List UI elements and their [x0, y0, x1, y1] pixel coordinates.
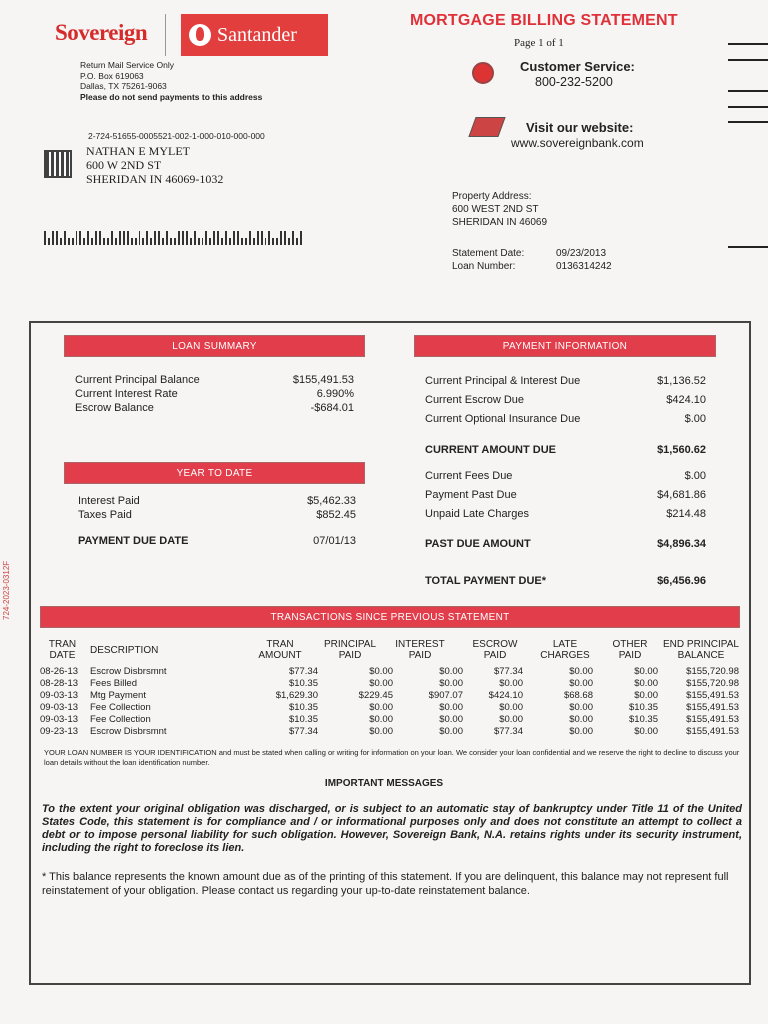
barcode-bar	[64, 231, 66, 245]
table-cell: $10.35	[628, 702, 658, 713]
barcode-bar	[229, 238, 231, 245]
table-row	[40, 678, 742, 690]
margin-mark	[728, 106, 768, 108]
table-cell: 09-03-13	[40, 714, 79, 725]
payment-row: Current Escrow Due $424.10	[425, 394, 706, 406]
barcode-bar	[241, 238, 243, 245]
column-header: LATE CHARGES	[540, 639, 590, 661]
loan-number-label: Loan Number:	[452, 260, 516, 272]
table-cell: $0.00	[569, 714, 593, 725]
payment-row: Unpaid Late Charges $214.48	[425, 508, 706, 520]
mailing-address	[86, 144, 223, 186]
barcode-bar	[131, 238, 133, 245]
account-line: 2-724-51655-0005521-002-1-000-010-000-000	[88, 131, 265, 141]
table-cell: 09-03-13	[40, 702, 79, 713]
past-due-amount: PAST DUE AMOUNT $4,896.34	[425, 538, 706, 550]
barcode-bar	[288, 238, 290, 245]
table-cell: Fees Billed	[90, 678, 137, 689]
table-cell: $77.34	[493, 726, 523, 737]
barcode-bar	[225, 231, 227, 245]
important-messages-heading: IMPORTANT MESSAGES	[324, 778, 444, 789]
barcode-bar	[127, 231, 129, 245]
statement-title: MORTGAGE BILLING STATEMENT	[410, 12, 678, 29]
barcode-bar	[142, 238, 144, 245]
table-cell: 08-28-13	[40, 678, 79, 689]
santander-logo	[181, 14, 328, 56]
table-cell: Mtg Payment	[90, 690, 146, 701]
mailing-name: NATHAN E MYLET	[86, 144, 190, 158]
table-cell: $0.00	[499, 678, 523, 689]
side-code: 724-2023-0312F	[2, 560, 11, 620]
table-cell: Fee Collection	[90, 702, 151, 713]
table-row	[40, 690, 742, 702]
barcode-bar	[87, 231, 89, 245]
barcode-bar	[261, 231, 263, 245]
table-cell: $0.00	[569, 666, 593, 677]
table-cell: $0.00	[369, 714, 393, 725]
barcode-bar	[154, 231, 156, 245]
logo-divider	[165, 14, 166, 56]
transactions-header: TRANSACTIONS SINCE PREVIOUS STATEMENT	[40, 606, 740, 628]
return-address	[80, 60, 262, 102]
barcode-bar	[166, 231, 168, 245]
table-cell: $77.34	[288, 666, 318, 677]
return-line-2: P.O. Box 619063	[80, 70, 144, 81]
barcode-bar	[83, 238, 85, 245]
barcode-bar	[72, 238, 74, 245]
statement-date-label: Statement Date:	[452, 248, 525, 259]
payment-information-header: PAYMENT INFORMATION	[414, 335, 716, 357]
barcode-bar	[91, 238, 93, 245]
table-cell: 09-23-13	[40, 726, 79, 737]
barcode-bar	[213, 231, 215, 245]
barcode-bar	[52, 231, 54, 245]
column-header: DESCRIPTION	[90, 645, 159, 656]
website-link[interactable]: www.sovereignbank.com	[511, 136, 644, 150]
table-cell: $0.00	[439, 714, 463, 725]
barcode-bar	[48, 238, 50, 245]
barcode-bar	[257, 231, 259, 245]
loan-summary-row: Current Interest Rate 6.990%	[75, 388, 354, 400]
column-header: OTHER PAID	[612, 639, 648, 661]
column-header: TRAN AMOUNT	[258, 639, 302, 661]
table-cell: $0.00	[369, 666, 393, 677]
ytd-row: Interest Paid $5,462.33	[78, 495, 356, 507]
barcode-bar	[76, 231, 78, 245]
table-cell: $155,491.53	[686, 714, 739, 725]
table-cell: $0.00	[499, 714, 523, 725]
column-header: PRINCIPAL PAID	[323, 639, 377, 661]
table-cell: $10.35	[288, 714, 318, 725]
table-cell: $0.00	[369, 678, 393, 689]
table-cell: $229.45	[358, 690, 393, 701]
table-cell: $0.00	[439, 702, 463, 713]
barcode-bar	[296, 238, 298, 245]
balance-footnote: * This balance represents the known amount due as of the printing of this statement. If you are delinquent, this balance may not represent full reinstatement of your obligation. Please contact us regarding your up-to-date reinstatement balance.	[42, 871, 729, 897]
margin-mark	[728, 59, 768, 61]
total-payment-due: TOTAL PAYMENT DUE* $6,456.96	[425, 575, 706, 587]
table-cell: $0.00	[634, 666, 658, 677]
barcode-bar	[56, 231, 58, 245]
table-cell: $1,629.30	[275, 690, 318, 701]
barcode-bar	[123, 231, 125, 245]
margin-mark	[728, 43, 768, 45]
barcode-bar	[190, 238, 192, 245]
barcode-bar	[174, 238, 176, 245]
table-cell: Fee Collection	[90, 714, 151, 725]
mailing-street: 600 W 2ND ST	[86, 158, 162, 172]
table-cell: $907.07	[428, 690, 463, 701]
return-warning: Please do not send payments to this address	[80, 91, 263, 102]
barcode-bar	[268, 231, 270, 245]
barcode-bar	[139, 231, 141, 245]
table-cell: $77.34	[288, 726, 318, 737]
margin-mark	[728, 246, 768, 248]
barcode-bar	[99, 231, 101, 245]
margin-mark	[728, 121, 768, 123]
ytd-row: Taxes Paid $852.45	[78, 509, 356, 521]
barcode-bar	[198, 238, 200, 245]
table-cell: Escrow Disbrsmnt	[90, 666, 167, 677]
return-line-1: Return Mail Service Only	[80, 60, 175, 70]
page-indicator: Page 1 of 1	[514, 37, 564, 49]
bankruptcy-disclaimer: To the extent your original obligation was discharged, or is subject to an automatic stay of bankruptcy under Title 11 of the United States Code, this statement is for compliance and / or informational purposes only and does not constitute an attempt to collect a debt or to impose personal liability for such obligation. However, Sovereign Bank, N.A. retains rights under its security instrument, including the right to foreclose its lien.	[42, 803, 742, 854]
table-cell: $155,491.53	[686, 702, 739, 713]
barcode-bar	[272, 238, 274, 245]
barcode-bar	[119, 231, 121, 245]
santander-flame-icon	[189, 24, 211, 46]
table-cell: $155,720.98	[686, 666, 739, 677]
barcode-bar	[300, 231, 302, 245]
barcode-bar	[202, 238, 204, 245]
table-cell: $10.35	[288, 678, 318, 689]
year-to-date-header: YEAR TO DATE	[64, 462, 365, 484]
barcode-bar	[60, 238, 62, 245]
barcode-bar	[292, 231, 294, 245]
barcode-bar	[44, 231, 46, 245]
table-row	[40, 666, 742, 678]
loan-summary-header: LOAN SUMMARY	[64, 335, 365, 357]
table-cell: $424.10	[488, 690, 523, 701]
barcode-bar	[103, 238, 105, 245]
statement-info	[452, 248, 612, 273]
barcode-bar	[186, 231, 188, 245]
table-cell: $77.34	[493, 666, 523, 677]
table-cell: 08-26-13	[40, 666, 79, 677]
table-cell: $155,491.53	[686, 726, 739, 737]
barcode-bar	[265, 238, 267, 245]
table-row	[40, 702, 742, 714]
table-cell: $0.00	[634, 726, 658, 737]
table-cell: $0.00	[439, 726, 463, 737]
barcode-bar	[107, 238, 109, 245]
barcode-bar	[115, 238, 117, 245]
property-address	[452, 190, 547, 229]
barcode-bar	[158, 231, 160, 245]
table-cell: $0.00	[634, 690, 658, 701]
table-cell: $0.00	[439, 666, 463, 677]
table-cell: Escrow Disbrsmnt	[90, 726, 167, 737]
computer-icon	[468, 117, 505, 137]
payment-row: Current Optional Insurance Due $.00	[425, 413, 706, 425]
table-cell: $10.35	[288, 702, 318, 713]
table-cell: $0.00	[439, 678, 463, 689]
margin-mark	[728, 90, 768, 92]
table-cell: 09-03-13	[40, 690, 79, 701]
barcode-bar	[284, 231, 286, 245]
barcode-bar	[95, 231, 97, 245]
table-cell: $0.00	[369, 702, 393, 713]
barcode-bar	[205, 231, 207, 245]
barcode-bar	[249, 231, 251, 245]
barcode-bar	[146, 231, 148, 245]
loan-summary-row: Current Principal Balance $155,491.53	[75, 374, 354, 386]
table-cell: $0.00	[569, 702, 593, 713]
barcode-bar	[217, 231, 219, 245]
phone-icon	[472, 62, 494, 84]
table-cell: $0.00	[634, 678, 658, 689]
loan-number: 0136314242	[556, 260, 612, 272]
payment-due-date: PAYMENT DUE DATE 07/01/13	[78, 535, 356, 547]
property-label: Property Address:	[452, 191, 532, 202]
website-label: Visit our website:	[526, 120, 634, 135]
table-cell: $10.35	[628, 714, 658, 725]
current-amount-due: CURRENT AMOUNT DUE $1,560.62	[425, 444, 706, 456]
barcode-bar	[178, 231, 180, 245]
payment-row: Current Principal & Interest Due $1,136.52	[425, 375, 706, 387]
table-row	[40, 714, 742, 726]
property-city: SHERIDAN IN 46069	[452, 217, 548, 228]
barcode-bar	[253, 238, 255, 245]
column-header: INTEREST PAID	[395, 639, 445, 661]
column-header: END PRINCIPAL BALANCE	[663, 639, 739, 661]
postal-barcode	[44, 231, 302, 245]
barcode-bar	[209, 238, 211, 245]
barcode-bar	[221, 238, 223, 245]
barcode-bar	[68, 238, 70, 245]
statement-date: 09/23/2013	[556, 248, 607, 259]
barcode-bar	[245, 238, 247, 245]
barcode-bar	[162, 238, 164, 245]
qr-code-icon	[44, 150, 72, 178]
barcode-bar	[276, 238, 278, 245]
payment-row: Current Fees Due $.00	[425, 470, 706, 482]
property-street: 600 WEST 2ND ST	[452, 204, 539, 215]
barcode-bar	[111, 231, 113, 245]
loan-summary-row: Escrow Balance -$684.01	[75, 402, 354, 414]
column-header: ESCROW PAID	[472, 639, 518, 661]
barcode-bar	[182, 231, 184, 245]
santander-logo-text: Santander	[217, 23, 297, 46]
table-cell: $155,720.98	[686, 678, 739, 689]
table-cell: $0.00	[499, 702, 523, 713]
table-row	[40, 726, 742, 738]
column-header: TRAN DATE	[48, 639, 77, 661]
barcode-bar	[150, 238, 152, 245]
loan-number-note: YOUR LOAN NUMBER IS YOUR IDENTIFICATION and must be stated when calling or writing for information on your loan. We consider your loan confidential and we reserve the right to decline to discuss your loan details without the loan identification number.	[44, 748, 740, 767]
payment-row: Payment Past Due $4,681.86	[425, 489, 706, 501]
table-cell: $0.00	[369, 726, 393, 737]
table-cell: $0.00	[569, 726, 593, 737]
customer-service-phone[interactable]: 800-232-5200	[535, 75, 613, 89]
customer-service-label: Customer Service:	[520, 59, 635, 74]
table-cell: $155,491.53	[686, 690, 739, 701]
mailing-city: SHERIDAN IN 46069-1032	[86, 172, 224, 186]
return-line-3: Dallas, TX 75261-9063	[80, 81, 167, 91]
barcode-bar	[135, 238, 137, 245]
barcode-bar	[280, 231, 282, 245]
barcode-bar	[170, 238, 172, 245]
table-cell: $68.68	[563, 690, 593, 701]
barcode-bar	[233, 231, 235, 245]
sovereign-logo: Sovereign	[55, 20, 148, 45]
barcode-bar	[194, 231, 196, 245]
table-cell: $0.00	[569, 678, 593, 689]
barcode-bar	[79, 231, 81, 245]
barcode-bar	[237, 231, 239, 245]
